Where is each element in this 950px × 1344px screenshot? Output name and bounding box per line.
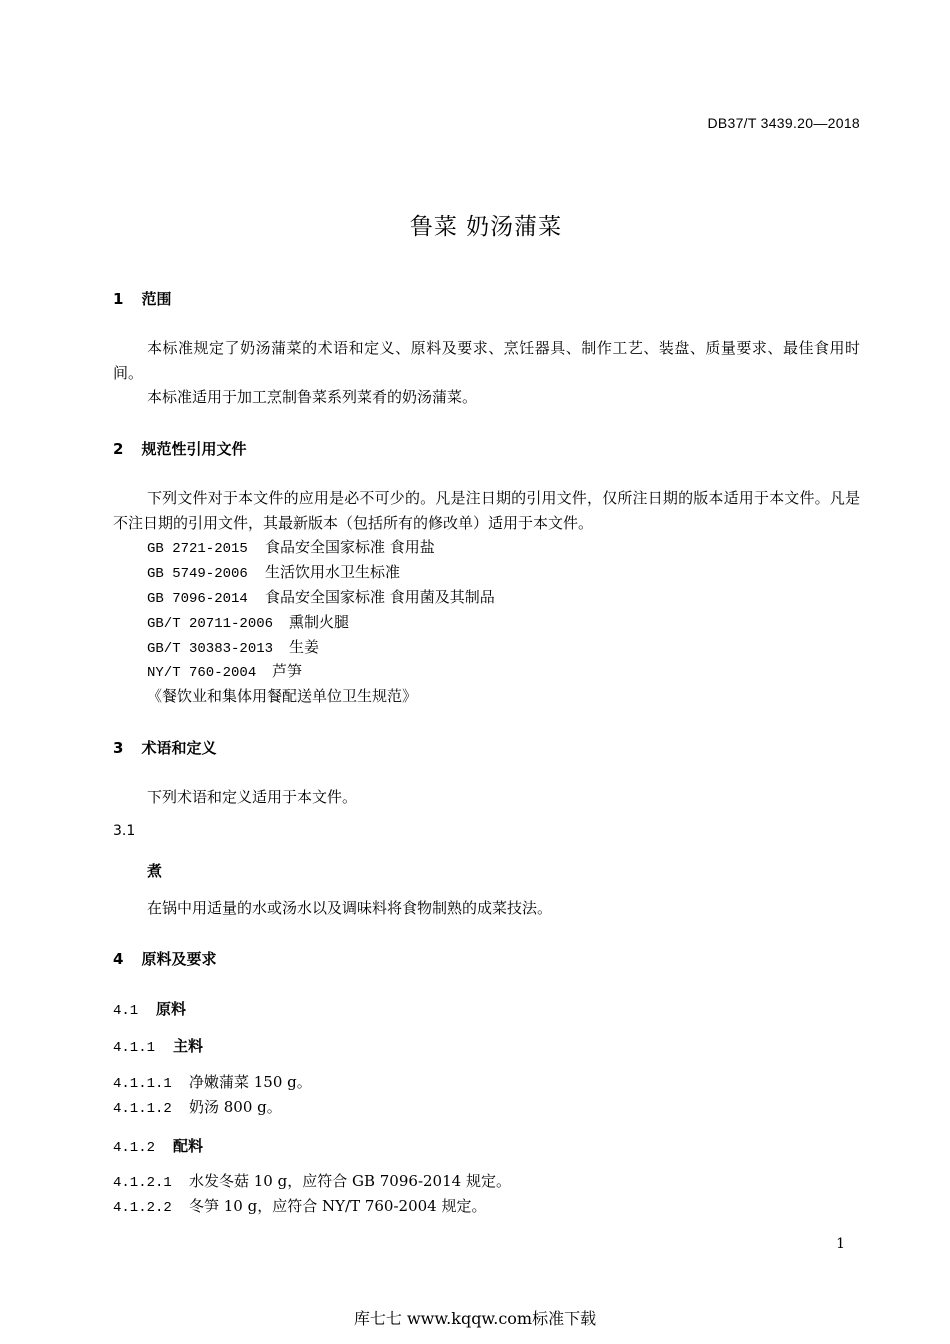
item-number: 4.1.2.1	[113, 1175, 172, 1191]
subsection-4-1-heading	[113, 998, 186, 1019]
subsection-title: 配料	[173, 1137, 204, 1155]
side-ingredient-item	[113, 1194, 487, 1221]
footer-watermark: 库七七 www.kqqw.com标准下载	[353, 1309, 597, 1328]
reference-code: GB/T 30383-2013	[147, 641, 274, 657]
item-number: 4.1.1.1	[113, 1076, 172, 1092]
reference-code: NY/T 760-2004	[147, 665, 257, 681]
item-text: 水发冬菇 10 g，应符合 GB 7096-2014 规定。	[189, 1172, 511, 1190]
subsection-title: 原料	[156, 1000, 187, 1018]
reference-code: GB 2721-2015	[147, 541, 248, 557]
side-ingredient-item	[113, 1169, 511, 1196]
item-number: 4.1.1.2	[113, 1101, 172, 1117]
section-number: 4	[113, 950, 124, 968]
reference-code: GB/T 20711-2006	[147, 616, 274, 632]
main-ingredient-item	[113, 1095, 282, 1122]
section-1-heading	[113, 288, 171, 309]
reference-name: 食品安全国家标准 食用盐	[265, 538, 435, 556]
page-number: 1	[836, 1236, 845, 1252]
reference-item	[147, 610, 349, 637]
main-ingredient-item	[113, 1070, 312, 1097]
reference-item	[147, 635, 319, 662]
section-4-heading	[113, 948, 216, 969]
section-number: 2	[113, 440, 124, 458]
term-name: 煮	[147, 862, 163, 880]
reference-item-hygiene: 《餐饮业和集体用餐配送单位卫生规范》	[147, 687, 418, 705]
doc-number: DB37/T 3439.20—2018	[707, 115, 860, 131]
reference-name: 芦笋	[272, 662, 303, 680]
terms-intro: 下列术语和定义适用于本文件。	[147, 788, 358, 806]
reference-name: 生姜	[289, 638, 320, 656]
subsection-4-1-2-heading	[113, 1135, 203, 1156]
subsection-number: 4.1.1	[113, 1040, 156, 1056]
section-title: 原料及要求	[141, 950, 217, 968]
section-3-heading	[113, 737, 216, 758]
term-definition: 在锅中用适量的水或汤水以及调味料将食物制熟的成菜技法。	[147, 899, 553, 917]
reference-name: 食品安全国家标准 食用菌及其制品	[265, 588, 495, 606]
reference-name: 生活饮用水卫生标准	[265, 563, 401, 581]
reference-name: 熏制火腿	[289, 613, 350, 631]
item-number: 4.1.2.2	[113, 1200, 172, 1216]
item-text: 奶汤 800 g。	[189, 1098, 282, 1116]
section-number: 3	[113, 739, 124, 757]
subsection-title: 主料	[173, 1037, 204, 1055]
section-number: 1	[113, 290, 124, 308]
document-title: 鲁菜 奶汤蒲菜	[409, 214, 563, 240]
section-2-heading	[113, 438, 246, 459]
item-text: 冬笋 10 g，应符合 NY/T 760-2004 规定。	[189, 1197, 487, 1215]
subsection-number: 4.1.2	[113, 1140, 156, 1156]
references-intro: 下列文件对于本文件的应用是必不可少的。凡是注日期的引用文件，仅所注日期的版本适用于本文件。凡是不注日期的引用文件，其最新版本（包括所有的修改单）适用于本文件。	[113, 489, 860, 532]
reference-item	[147, 659, 302, 686]
term-number: 3.1	[113, 823, 136, 839]
reference-item	[147, 560, 400, 587]
reference-item	[147, 535, 435, 562]
reference-code: GB 5749-2006	[147, 566, 248, 582]
subsection-4-1-1-heading	[113, 1035, 203, 1056]
section-title: 范围	[141, 290, 172, 308]
item-text: 净嫩蒲菜 150 g。	[189, 1073, 312, 1091]
section-title: 术语和定义	[141, 739, 217, 757]
scope-paragraph-1: 本标准规定了奶汤蒲菜的术语和定义、原料及要求、烹饪器具、制作工艺、装盘、质量要求、最佳食用时间。	[113, 339, 860, 382]
subsection-number: 4.1	[113, 1003, 139, 1019]
section-title: 规范性引用文件	[141, 440, 247, 458]
scope-paragraph-2: 本标准适用于加工烹制鲁菜系列菜肴的奶汤蒲菜。	[147, 388, 478, 406]
reference-item	[147, 585, 495, 612]
reference-code: GB 7096-2014	[147, 591, 248, 607]
